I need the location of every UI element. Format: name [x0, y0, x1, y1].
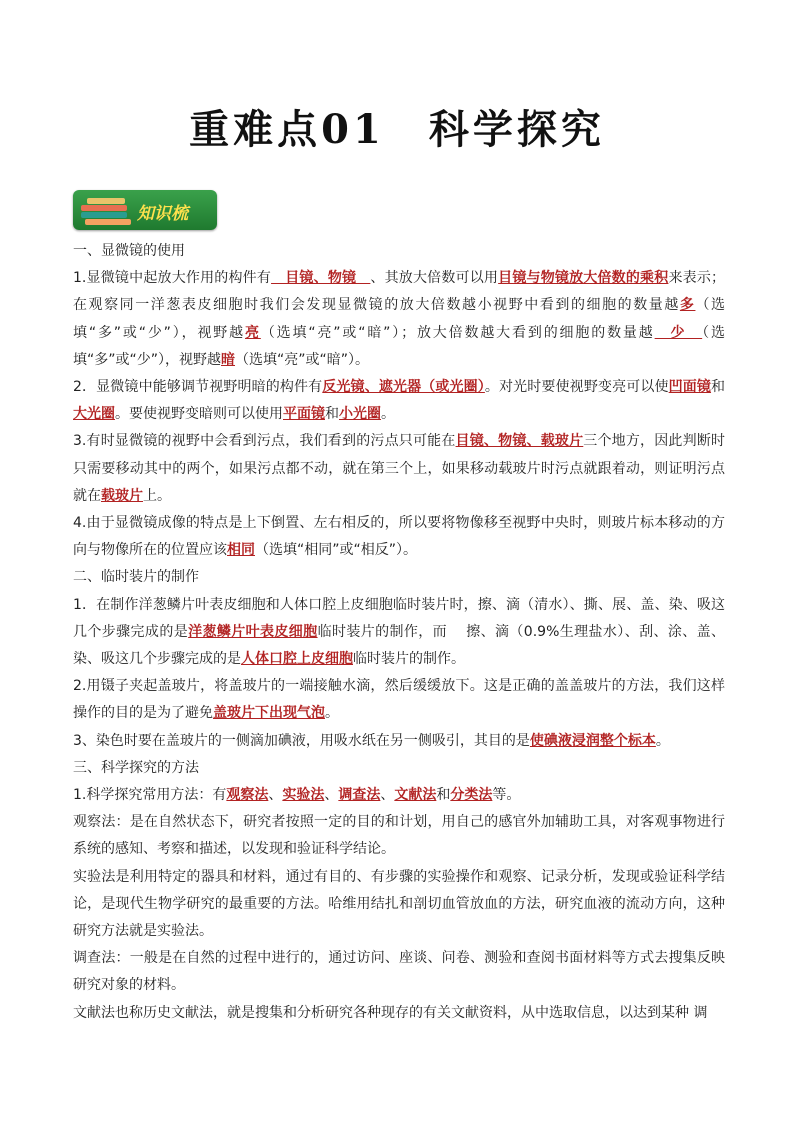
body-text: 调查法：一般是在自然的过程中进行的，通过访问、座谈、问卷、测验和查阅书面材料等方式去搜集反映研究对象的材料。 — [73, 950, 725, 994]
paragraph — [73, 945, 725, 999]
answer-text: 目镜、物镜、载玻片 — [455, 433, 584, 450]
paragraph — [73, 428, 725, 510]
paragraph — [73, 374, 725, 428]
body-text: 2．显微镜中能够调节视野明暗的构件有 — [73, 379, 323, 396]
body-text: （选填“多”或“少”），视野越 — [73, 297, 726, 341]
books-icon — [81, 196, 131, 224]
body-text: （选填“亮”或“暗”）；放大倍数越大看到的细胞的数量越 — [260, 324, 655, 341]
body-text: 。 — [325, 705, 339, 722]
answer-text: 暗 — [221, 351, 236, 368]
body-text: 和 — [436, 787, 451, 804]
paragraph — [73, 592, 725, 674]
answer-text: 洋葱鳞片叶表皮细胞 — [188, 623, 318, 640]
answer-text: 凹面镜 — [668, 379, 712, 396]
body-text: 实验法是利用特定的器具和材料，通过有目的、有步骤的实验操作和观察、记录分析，发现或验证科学结论，是现代生物学研究的最重要的方法。哈维用结扎和剖切血管放血的方法，研究血液的流动方向，这种研究方法就是实验法。 — [73, 868, 725, 940]
body-text: 、 — [380, 787, 395, 804]
section-heading: 三、科学探究的方法 — [73, 759, 199, 776]
answer-text: 亮 — [244, 324, 261, 341]
badge-label: 知识梳 — [137, 204, 188, 224]
body-text: 来表示；在观察同一洋葱表皮细胞时我们会发现显微镜的放大倍数越小视野中看到的细胞的数量越 — [73, 270, 726, 314]
page-title: 重难点01 科学探究 — [189, 106, 605, 153]
answer-text: 目镜、物镜 — [271, 270, 371, 287]
body-text: 文献法也称历史文献法，就是搜集和分析研究各种现存的有关文献资料，从中选取信息，以达到某种 调 — [73, 1004, 708, 1021]
answer-text: 使碘液浸润整个标本 — [529, 732, 656, 749]
paragraph — [73, 809, 725, 863]
body-text: 等。 — [492, 787, 521, 804]
knowledge-badge — [73, 190, 217, 230]
body-text: （选填“相同”或“相反”）。 — [255, 542, 418, 559]
answer-text: 相同 — [227, 542, 255, 559]
paragraph — [73, 864, 725, 946]
body-text: 三个地方，因此判断时只需要移动其中的两个，如果污点都不动，就在第三个上，如果移动载玻片时污点就跟着动，则证明污点就在 — [73, 433, 726, 504]
answer-text: 小光圈 — [339, 406, 381, 423]
body-text: （选填“多”或“少”），视野越 — [73, 324, 725, 368]
body-text: 3.有时显微镜的视野中会看到污点，我们看到的污点只可能在 — [73, 433, 456, 450]
answer-text: 大光圈 — [73, 406, 115, 423]
body-text: 上。 — [143, 487, 171, 504]
section-heading: 二、临时装片的制作 — [73, 569, 199, 586]
answer-text: 反光镜、遮光器（或光圈） — [322, 379, 485, 396]
body-text: 2.用镊子夹起盖玻片，将盖玻片的一端接触水滴，然后缓缓放下。这是正确的盖盖玻片的方法，我们这样操作的目的是为了避免 — [73, 678, 725, 722]
body-text: 。 — [381, 406, 395, 423]
body-text: 、其放大倍数可以用 — [370, 270, 499, 287]
body-text: 临时装片的制作，而 擦、滴（0.9%生理盐水）、刮、涂、盖、染、吸这几个步骤完成的是 — [73, 623, 726, 668]
paragraph — [73, 673, 725, 727]
body-text: 1．在制作洋葱鳞片叶表皮细胞和人体口腔上皮细胞临时装片时，擦、滴（清水）、撕、展、盖、染、吸这几个步骤完成的是 — [73, 596, 725, 640]
answer-text: 调查法 — [338, 787, 381, 804]
document-body — [73, 238, 725, 1027]
body-text: 和 — [325, 406, 339, 423]
body-text: 。对光时要使视野变亮可以使 — [484, 379, 669, 396]
body-text: （选填“亮”或“暗”）。 — [235, 351, 370, 368]
answer-text: 目镜与物镜放大倍数的乘积 — [498, 270, 669, 287]
body-text: 1.显微镜中起放大作用的构件有 — [73, 270, 272, 287]
answer-text: 盖玻片下出现气泡 — [213, 705, 325, 722]
body-text: 1.科学探究常用方法：有 — [73, 787, 227, 804]
answer-text: 文献法 — [394, 787, 437, 804]
paragraph — [73, 1000, 725, 1027]
body-text: 。 — [655, 732, 670, 749]
answer-text: 载玻片 — [101, 487, 143, 504]
answer-text: 平面镜 — [283, 406, 325, 423]
answer-text: 少 — [654, 324, 703, 341]
answer-text: 分类法 — [450, 787, 493, 804]
body-text: 和 — [711, 379, 726, 396]
body-text: 、 — [324, 787, 339, 804]
paragraph — [73, 265, 725, 374]
answer-text: 观察法 — [226, 787, 269, 804]
paragraph — [73, 728, 725, 755]
body-text: 4.由于显微镜成像的特点是上下倒置、左右相反的，所以要将物像移至视野中央时，则玻片标本移动的方向与物像所在的位置应该 — [73, 515, 725, 559]
section-heading: 一、显微镜的使用 — [73, 243, 185, 259]
paragraph — [73, 782, 725, 809]
body-text: 临时装片的制作。 — [353, 651, 465, 668]
answer-text: 实验法 — [282, 787, 325, 804]
paragraph — [73, 510, 725, 564]
body-text: 观察法：是在自然状态下，研究者按照一定的目的和计划，用自己的感官外加辅助工具，对客观事物进行系统的感知、考察和描述，以发现和验证科学结论。 — [73, 814, 725, 858]
answer-text: 多 — [679, 297, 696, 314]
answer-text: 人体口腔上皮细胞 — [241, 651, 353, 668]
body-text: 、 — [268, 787, 283, 804]
body-text: 。要使视野变暗则可以使用 — [115, 406, 283, 423]
body-text: 3、染色时要在盖玻片的一侧滴加碘液，用吸水纸在另一侧吸引，其目的是 — [73, 732, 530, 749]
